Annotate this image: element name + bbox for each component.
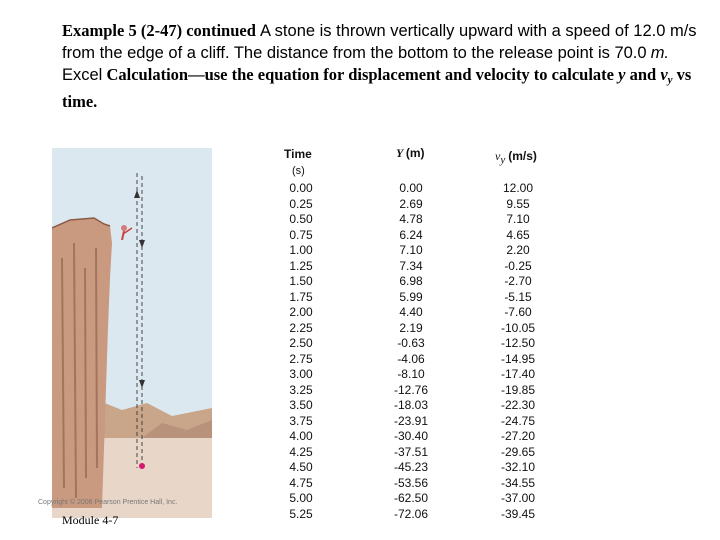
y-cell: 5.99 xyxy=(399,289,423,304)
unit-m: m. xyxy=(650,44,670,62)
y-column xyxy=(386,181,436,522)
time-header: Time xyxy=(284,147,312,161)
y-header: Y (m) xyxy=(396,146,425,160)
y-cell: 0.00 xyxy=(399,181,423,195)
y-cell: -18.03 xyxy=(393,398,429,412)
y-cell: -23.91 xyxy=(393,413,429,428)
vy-cell: -19.85 xyxy=(500,382,536,397)
time-cell: 0.50 xyxy=(289,212,313,226)
time-cell: 4.75 xyxy=(289,475,313,490)
y-cell: 2.19 xyxy=(399,320,423,335)
time-cell: 4.00 xyxy=(289,429,313,443)
time-cell: 3.50 xyxy=(289,398,313,412)
vs-text: vs time. xyxy=(62,65,692,111)
y-cell: 7.10 xyxy=(399,243,423,257)
vy-cell: -22.30 xyxy=(500,398,536,412)
time-cell: 1.25 xyxy=(289,258,313,273)
excel-label: Excel xyxy=(62,66,103,84)
vy-cell: -10.05 xyxy=(500,320,536,335)
time-cell: 2.50 xyxy=(289,336,313,350)
and-text: and xyxy=(629,65,657,84)
y-cell: -12.76 xyxy=(393,382,429,397)
time-unit: (s) xyxy=(292,165,305,177)
vy-cell: -14.95 xyxy=(500,351,536,366)
time-cell: 5.25 xyxy=(289,506,313,521)
vy-cell: -5.15 xyxy=(504,289,532,304)
vy-cell: -27.20 xyxy=(500,429,536,443)
vy-cell: -24.75 xyxy=(500,413,536,428)
vy-cell: -37.00 xyxy=(500,491,536,505)
vy-cell: -0.25 xyxy=(504,258,532,273)
vy-cell: -39.45 xyxy=(500,506,536,521)
time-cell: 3.25 xyxy=(289,382,313,397)
example-label: Example 5 (2-47) continued xyxy=(62,21,256,40)
y-cell: 4.40 xyxy=(399,305,423,319)
y-cell: -53.56 xyxy=(393,475,429,490)
cliff-illustration xyxy=(52,148,212,518)
time-cell: 0.00 xyxy=(289,181,313,195)
time-cell: 3.00 xyxy=(289,367,313,381)
time-cell: 4.25 xyxy=(289,444,313,459)
time-cell: 2.75 xyxy=(289,351,313,366)
y-cell: -37.51 xyxy=(393,444,429,459)
vy-cell: 7.10 xyxy=(506,212,530,226)
vy-cell: -34.55 xyxy=(500,475,536,490)
vy-cell: -32.10 xyxy=(500,460,536,474)
vy-cell: -7.60 xyxy=(504,305,532,319)
y-cell: 6.24 xyxy=(399,227,423,242)
y-cell: -4.06 xyxy=(397,351,425,366)
vy-cell: 4.65 xyxy=(506,227,530,242)
slide-heading xyxy=(62,20,702,113)
y-cell: 6.98 xyxy=(399,274,423,288)
time-column xyxy=(278,181,324,522)
time-cell: 1.00 xyxy=(289,243,313,257)
vy-cell: 9.55 xyxy=(506,196,530,211)
v-var: $v_y$ xyxy=(660,65,673,86)
vy-column xyxy=(494,181,542,522)
y-cell: -72.06 xyxy=(393,506,429,521)
y-cell: -8.10 xyxy=(397,367,425,381)
y-cell: -62.50 xyxy=(393,491,429,505)
vy-cell: -12.50 xyxy=(500,336,536,350)
time-cell: 5.00 xyxy=(289,491,313,505)
y-cell: -45.23 xyxy=(393,460,429,474)
calc-text: Calculation—use the equation for displacement and velocity to calculate xyxy=(106,65,614,84)
time-cell: 2.25 xyxy=(289,320,313,335)
vy-cell: 2.20 xyxy=(506,243,530,257)
time-cell: 3.75 xyxy=(289,413,313,428)
time-cell: 2.00 xyxy=(289,305,313,319)
y-cell: 7.34 xyxy=(399,258,423,273)
y-var: y xyxy=(618,65,626,84)
vy-cell: -29.65 xyxy=(500,444,536,459)
time-cell: 0.75 xyxy=(289,227,313,242)
vy-cell: -2.70 xyxy=(504,274,532,288)
time-cell: 1.75 xyxy=(289,289,313,304)
vy-header: vy (m/s) xyxy=(495,149,537,166)
vy-cell: 12.00 xyxy=(502,181,534,195)
time-cell: 4.50 xyxy=(289,460,313,474)
y-cell: 4.78 xyxy=(399,212,423,226)
y-cell: 2.69 xyxy=(399,196,423,211)
vy-cell: -17.40 xyxy=(500,367,536,381)
time-cell: 0.25 xyxy=(289,196,313,211)
module-label: Module 4-7 xyxy=(62,513,119,527)
y-cell: -0.63 xyxy=(397,336,425,350)
y-cell: -30.40 xyxy=(393,429,429,443)
problem-text: A stone is thrown vertically upward with a speed of 12.0 m/s from the edge of a cliff. The distance from the bottom to the release point is 70.0 xyxy=(62,22,697,62)
time-cell: 1.50 xyxy=(289,274,313,288)
copyright-note: Copyright © 2006 Pearson Prentice Hall, Inc. xyxy=(38,499,178,506)
